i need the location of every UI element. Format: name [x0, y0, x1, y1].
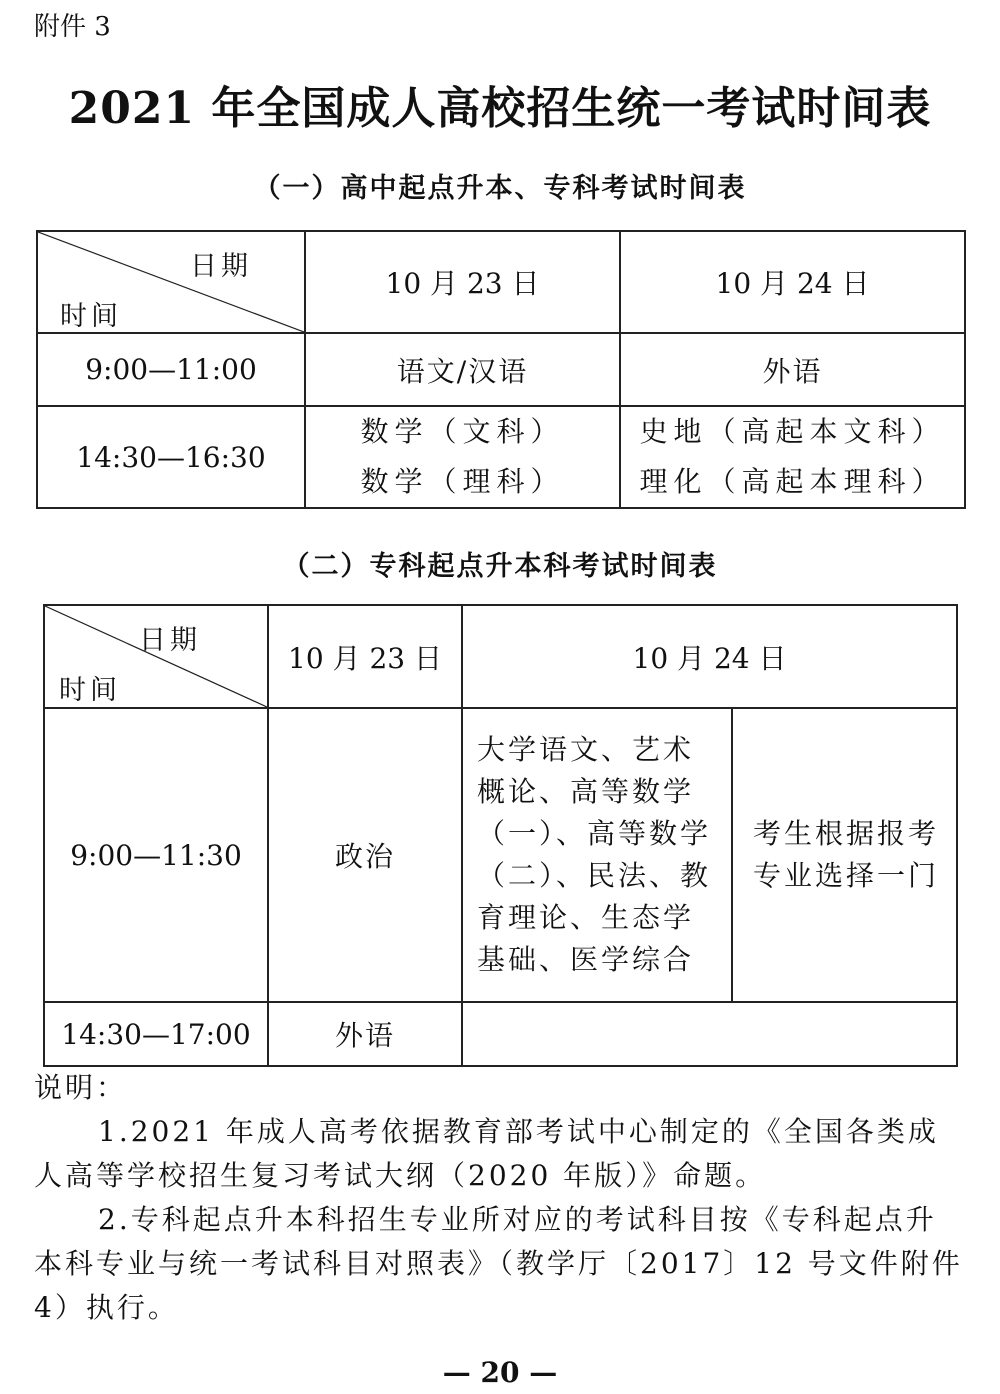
time-cell: 14:30—16:30: [37, 406, 305, 508]
table-row: [37, 333, 965, 406]
notes-title: 说明：: [34, 1071, 128, 1104]
subject-cell: 外语: [620, 333, 965, 406]
section1-title: （一）高中起点升本、专科考试时间表: [253, 173, 747, 204]
table-header-row: [44, 605, 957, 708]
note-item: 2.专科起点升本科招生专业所对应的考试科目按《专科起点升本科专业与统一考试科目对照表》（教学厅〔2017〕12 号文件附件 4）执行。: [34, 1203, 963, 1324]
section2-title: （二）专科起点升本科考试时间表: [282, 551, 718, 582]
subject-cell: [305, 406, 620, 508]
subject-line: 数学（理科）: [360, 465, 565, 498]
diagonal-header-cell: [44, 605, 268, 708]
time-cell: 9:00—11:00: [37, 333, 305, 406]
header-date-label: 日期: [190, 251, 252, 282]
table-row: [44, 1002, 957, 1066]
time-cell: 14:30—17:00: [44, 1002, 268, 1066]
table-header-row: [37, 231, 965, 333]
exam-table-1: [36, 230, 966, 509]
exam-table-2: [43, 604, 958, 1067]
date-cell: 10 月 24 日: [620, 231, 965, 333]
header-time-label: 时间: [60, 301, 122, 332]
subject-cell: 外语: [268, 1002, 462, 1066]
date-cell: 10 月 23 日: [305, 231, 620, 333]
subject-line: 理化（高起本理科）: [639, 465, 946, 498]
time-cell: 9:00—11:30: [44, 708, 268, 1002]
date-cell: 10 月 24 日: [462, 605, 957, 708]
table-row: [37, 406, 965, 508]
page-number: — 20 —: [442, 1356, 558, 1389]
page-title: 2021 年全国成人高校招生统一考试时间表: [68, 83, 932, 134]
subject-cell: 语文/汉语: [305, 333, 620, 406]
subject-line: 史地（高起本文科）: [639, 415, 946, 448]
empty-cell: [462, 1002, 957, 1066]
subject-cell: 政治: [268, 708, 462, 1002]
subject-cell: [620, 406, 965, 508]
subject-list-cell: 大学语文、艺术概论、高等数学（一）、高等数学（二）、民法、教育理论、生态学基础、医学综合: [462, 708, 732, 1002]
date-cell: 10 月 23 日: [268, 605, 462, 708]
table-row: [44, 708, 957, 1002]
attachment-label: 附件 3: [34, 12, 111, 42]
note-cell: 考生根据报考专业选择一门: [732, 708, 957, 1002]
header-time-label: 时间: [59, 675, 121, 706]
header-date-label: 日期: [139, 625, 201, 656]
note-item: 1.2021 年成人高考依据教育部考试中心制定的《全国各类成人高等学校招生复习考试大纲（2020 年版）》命题。: [34, 1115, 939, 1192]
subject-line: 数学（文科）: [360, 415, 565, 448]
diagonal-header-cell: [37, 231, 305, 333]
